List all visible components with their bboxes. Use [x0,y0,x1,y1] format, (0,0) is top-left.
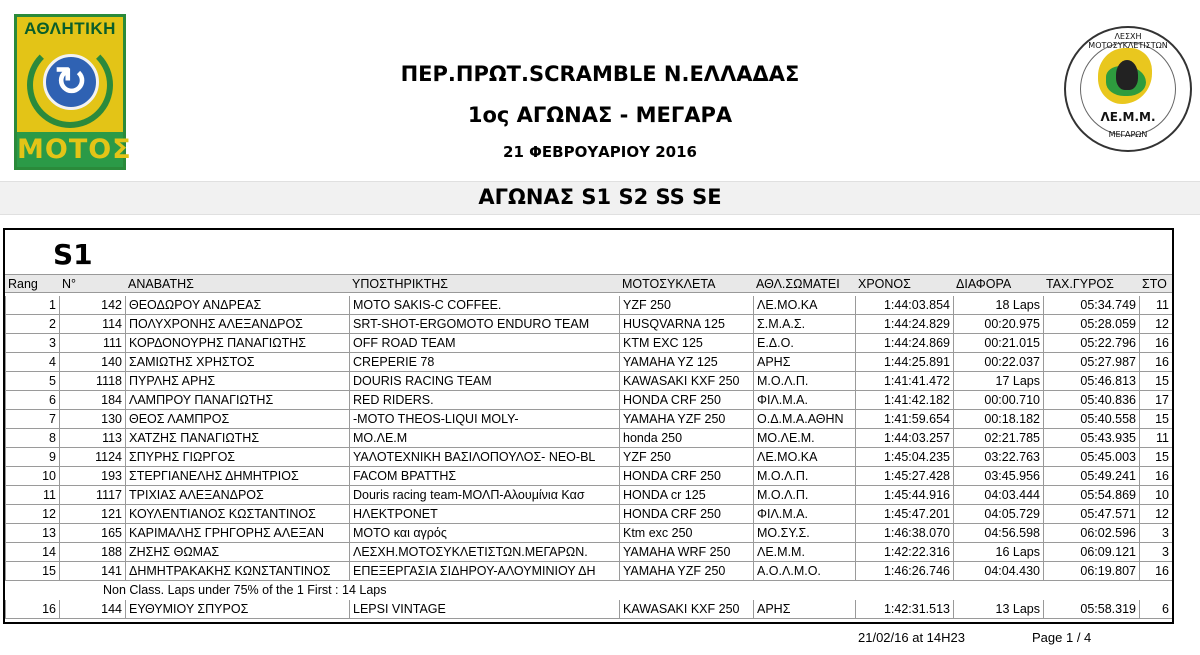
logo-top-text: ΑΘΛΗΤΙΚΗ [24,19,116,38]
table-header [5,274,1172,293]
cell-number: 1118 [59,372,125,391]
logo-arc-text: ΛΕΣΧΗ ΜΟΤΟΣΥΚΛΕΤΙΣΤΩΝ [1088,32,1168,50]
table-row [5,562,1172,581]
cell-team: ΗΛΕΚΤΡΟΝΕΤ [349,505,619,524]
cell-club: ΜΟ.ΣΥ.Σ. [753,524,855,543]
cell-best-lap: 06:02.596 [1043,524,1139,543]
cell-diff: 03:45.956 [953,467,1043,486]
cell-number: 140 [59,353,125,372]
cell-number: 114 [59,315,125,334]
cell-club: ΑΡΗΣ [753,353,855,372]
cell-motorcycle: HUSQVARNA 125 [619,315,753,334]
cell-diff: 03:22.763 [953,448,1043,467]
col-motorcycle: ΜΟΤΟΣΥΚΛΕΤΑ [622,277,716,291]
cell-sto: 6 [1139,600,1172,619]
table-row [5,429,1172,448]
cell-team: CREPERIE 78 [349,353,619,372]
motorcycle-rider-icon [1116,60,1138,90]
cell-club: ΜΟ.ΛΕ.Μ. [753,429,855,448]
table-row [5,391,1172,410]
cell-club: ΛΕ.ΜΟ.ΚΑ [753,296,855,315]
cell-team: RED RIDERS. [349,391,619,410]
logo-club-name: ΛΕ.Μ.Μ. [1100,110,1156,124]
cell-number: 113 [59,429,125,448]
cell-best-lap: 05:40.558 [1043,410,1139,429]
cell-best-lap: 05:28.059 [1043,315,1139,334]
cell-time: 1:42:31.513 [855,600,953,619]
col-time: ΧΡΟΝΟΣ [858,277,911,291]
print-timestamp: 21/02/16 at 14H23 [858,630,965,645]
cell-motorcycle: YZF 250 [619,296,753,315]
cell-sto: 17 [1139,391,1172,410]
cell-team: ΛΕΣΧΗ.ΜΟΤΟΣΥΚΛΕΤΙΣΤΩΝ.ΜΕΓΑΡΩΝ. [349,543,619,562]
cell-motorcycle: YZF 250 [619,448,753,467]
cell-diff: 00:18.182 [953,410,1043,429]
cell-diff: 04:03.444 [953,486,1043,505]
table-row [5,448,1172,467]
cell-number: 165 [59,524,125,543]
cell-rang: 3 [5,334,59,353]
cell-diff: 00:20.975 [953,315,1043,334]
cell-sto: 16 [1139,334,1172,353]
cell-best-lap: 05:22.796 [1043,334,1139,353]
cell-motorcycle: KAWASAKI KXF 250 [619,600,753,619]
athlitiki-motos-logo [14,14,132,170]
cell-best-lap: 05:49.241 [1043,467,1139,486]
col-number: N° [62,277,77,291]
cell-team: FACOM ΒΡΑΤΤΗΣ [349,467,619,486]
cell-rider: ΚΟΥΛΕΝΤΙΑΝΟΣ ΚΩΣΤΑΝΤΙΝΟΣ [125,505,349,524]
cell-club: Μ.Ο.Λ.Π. [753,486,855,505]
cell-number: 141 [59,562,125,581]
cell-team: -MOTO THEOS-LIQUI MOLY- [349,410,619,429]
cell-diff: 13 Laps [953,600,1043,619]
cell-rider: ΘΕΟΔΩΡΟΥ ΑΝΔΡΕΑΣ [125,296,349,315]
cell-best-lap: 06:09.121 [1043,543,1139,562]
cell-rider: ΠΟΛΥΧΡΟΝΗΣ ΑΛΕΞΑΝΔΡΟΣ [125,315,349,334]
cell-best-lap: 05:27.987 [1043,353,1139,372]
cell-sto: 10 [1139,486,1172,505]
cell-number: 121 [59,505,125,524]
col-sto: ΣΤΟ [1142,277,1167,291]
logo-top-band [14,14,126,40]
cell-time: 1:44:25.891 [855,353,953,372]
cell-club: ΛΕ.ΜΟ.ΚΑ [753,448,855,467]
cell-best-lap: 05:46.813 [1043,372,1139,391]
table-row [5,410,1172,429]
cell-rang: 10 [5,467,59,486]
cell-rang: 7 [5,410,59,429]
table-row [5,543,1172,562]
cell-rang: 11 [5,486,59,505]
table-row [5,353,1172,372]
cell-club: Ε.Δ.Ο. [753,334,855,353]
cell-rider: ΚΟΡΔΟΝΟΥΡΗΣ ΠΑΝΑΓΙΩΤΗΣ [125,334,349,353]
cell-best-lap: 05:54.869 [1043,486,1139,505]
cell-sto: 3 [1139,543,1172,562]
cell-motorcycle: HONDA cr 125 [619,486,753,505]
cell-team: ΜΟΤΟ και αγρός [349,524,619,543]
cell-rang: 14 [5,543,59,562]
cell-rider: ΛΑΜΠΡΟΥ ΠΑΝΑΓΙΩΤΗΣ [125,391,349,410]
cell-time: 1:44:03.854 [855,296,953,315]
cell-number: 184 [59,391,125,410]
cell-time: 1:42:22.316 [855,543,953,562]
cell-rider: ΧΑΤΖΗΣ ΠΑΝΑΓΙΩΤΗΣ [125,429,349,448]
cell-time: 1:45:44.916 [855,486,953,505]
col-rider: ΑΝΑΒΑΤΗΣ [128,277,194,291]
cell-rang: 2 [5,315,59,334]
col-team: ΥΠΟΣΤΗΡΙΚΤΗΣ [352,277,449,291]
race-banner-text: ΑΓΩΝΑΣ S1 S2 SS SE [478,185,722,209]
cell-sto: 3 [1139,524,1172,543]
cell-number: 1117 [59,486,125,505]
cell-best-lap: 06:19.807 [1043,562,1139,581]
cell-rang: 9 [5,448,59,467]
col-best-lap: ΤΑΧ.ΓΥΡΟΣ [1046,277,1114,291]
cell-number: 144 [59,600,125,619]
cell-time: 1:41:41.472 [855,372,953,391]
cell-rider: ΔΗΜΗΤΡΑΚΑΚΗΣ ΚΩΝΣΤΑΝΤΙΝΟΣ [125,562,349,581]
cell-diff: 04:04.430 [953,562,1043,581]
cell-motorcycle: HONDA CRF 250 [619,505,753,524]
cell-diff: 18 Laps [953,296,1043,315]
cell-number: 193 [59,467,125,486]
cell-sto: 12 [1139,315,1172,334]
cell-rider: ΚΑΡΙΜΑΛΗΣ ΓΡΗΓΟΡΗΣ ΑΛΕΞΑΝ [125,524,349,543]
cell-best-lap: 05:40.836 [1043,391,1139,410]
cell-team: LEPSI VINTAGE [349,600,619,619]
cell-rang: 15 [5,562,59,581]
race-date: 21 ΦΕΒΡΟΥΑΡΙΟΥ 2016 [503,143,697,161]
cell-time: 1:41:42.182 [855,391,953,410]
cell-team: ΜΟ.ΛΕ.Μ [349,429,619,448]
non-classified-note: Non Class. Laps under 75% of the 1 First : 14 Laps [103,583,387,597]
cell-rider: ΣΠΥΡΗΣ ΓΙΩΡΓΟΣ [125,448,349,467]
cell-diff: 04:56.598 [953,524,1043,543]
cell-motorcycle: KAWASAKI KXF 250 [619,372,753,391]
cell-best-lap: 05:43.935 [1043,429,1139,448]
cell-team: ΥΑΛΟΤΕΧΝΙΚΗ ΒΑΣΙΛΟΠΟΥΛΟΣ- NEO-BL [349,448,619,467]
cell-sto: 11 [1139,296,1172,315]
championship-title: ΠΕΡ.ΠΡΩΤ.SCRAMBLE Ν.ΕΛΛΑΔΑΣ [400,62,800,86]
cell-rider: ΣΤΕΡΓΙΑΝΕΛΗΣ ΔΗΜΗΤΡΙΟΣ [125,467,349,486]
cell-rider: ΤΡΙΧΙΑΣ ΑΛΕΞΑΝΔΡΟΣ [125,486,349,505]
cell-time: 1:46:26.746 [855,562,953,581]
cell-diff: 00:00.710 [953,391,1043,410]
table-row [5,315,1172,334]
cell-team: Douris racing team-ΜΟΛΠ-Αλουμίνια Κασ [349,486,619,505]
cell-rang: 13 [5,524,59,543]
cell-rang: 6 [5,391,59,410]
cell-rang: 4 [5,353,59,372]
refresh-arrow-icon: ↻ [54,60,88,104]
cell-motorcycle: YAMAHA YZF 250 [619,410,753,429]
cell-club: ΦΙΛ.Μ.Α. [753,391,855,410]
cell-motorcycle: Ktm exc 250 [619,524,753,543]
results-table [3,228,1174,624]
col-diff: ΔΙΑΦΟΡΑ [956,277,1012,291]
table-row [5,505,1172,524]
cell-team: OFF ROAD TEAM [349,334,619,353]
col-rang: Rang [8,277,38,291]
cell-time: 1:45:04.235 [855,448,953,467]
cell-sto: 11 [1139,429,1172,448]
cell-time: 1:44:03.257 [855,429,953,448]
cell-rang: 8 [5,429,59,448]
cell-number: 188 [59,543,125,562]
cell-club: ΑΡΗΣ [753,600,855,619]
table-row [5,296,1172,315]
cell-rang: 1 [5,296,59,315]
cell-motorcycle: YAMAHA WRF 250 [619,543,753,562]
logo-city: ΜΕΓΑΡΩΝ [1108,130,1148,139]
cell-club: Ο.Δ.Μ.Α.ΑΘΗΝ [753,410,855,429]
cell-sto: 16 [1139,562,1172,581]
cell-motorcycle: YAMAHA YZ 125 [619,353,753,372]
logo-emblem [14,40,126,132]
cell-diff: 02:21.785 [953,429,1043,448]
cell-diff: 00:21.015 [953,334,1043,353]
cell-club: Μ.Ο.Λ.Π. [753,372,855,391]
table-row [5,524,1172,543]
cell-motorcycle: HONDA CRF 250 [619,467,753,486]
cell-motorcycle: KTM EXC 125 [619,334,753,353]
table-row [5,334,1172,353]
cell-number: 130 [59,410,125,429]
cell-number: 111 [59,334,125,353]
cell-rider: ΕΥΘΥΜΙΟΥ ΣΠΥΡΟΣ [125,600,349,619]
cell-motorcycle: HONDA CRF 250 [619,391,753,410]
cell-team: SRT-SHOT-ERGOMOTO ENDURO TEAM [349,315,619,334]
table-row [5,372,1172,391]
race-banner [0,181,1200,215]
cell-rider: ΖΗΣΗΣ ΘΩΜΑΣ [125,543,349,562]
cell-diff: 00:22.037 [953,353,1043,372]
table-row [5,600,1172,619]
cell-motorcycle: YAMAHA YZF 250 [619,562,753,581]
cell-best-lap: 05:45.003 [1043,448,1139,467]
cell-rang: 12 [5,505,59,524]
cell-motorcycle: honda 250 [619,429,753,448]
page-indicator: Page 1 / 4 [1032,630,1092,645]
cell-rang: 5 [5,372,59,391]
cell-rang: 16 [5,600,59,619]
logo-bottom-band [14,132,132,170]
cell-sto: 16 [1139,467,1172,486]
cell-team: DOURIS RACING TEAM [349,372,619,391]
cell-diff: 16 Laps [953,543,1043,562]
col-club: ΑΘΛ.ΣΩΜΑΤΕΙ [756,277,840,291]
class-title: S1 [53,238,93,271]
race-title: 1ος ΑΓΩΝΑΣ - ΜΕΓΑΡΑ [467,103,733,127]
cell-best-lap: 05:34.749 [1043,296,1139,315]
cell-time: 1:44:24.829 [855,315,953,334]
cell-club: Α.Ο.Λ.Μ.Ο. [753,562,855,581]
cell-diff: 04:05.729 [953,505,1043,524]
cell-diff: 17 Laps [953,372,1043,391]
cell-rider: ΣΑΜΙΩΤΗΣ ΧΡΗΣΤΟΣ [125,353,349,372]
cell-best-lap: 05:47.571 [1043,505,1139,524]
table-row [5,467,1172,486]
cell-sto: 12 [1139,505,1172,524]
cell-sto: 16 [1139,353,1172,372]
cell-sto: 15 [1139,448,1172,467]
cell-time: 1:46:38.070 [855,524,953,543]
cell-number: 142 [59,296,125,315]
cell-club: ΛΕ.Μ.Μ. [753,543,855,562]
cell-sto: 15 [1139,410,1172,429]
cell-best-lap: 05:58.319 [1043,600,1139,619]
cell-rider: ΘΕΟΣ ΛΑΜΠΡΟΣ [125,410,349,429]
cell-club: ΦΙΛ.Μ.Α. [753,505,855,524]
cell-time: 1:44:24.869 [855,334,953,353]
cell-time: 1:41:59.654 [855,410,953,429]
cell-number: 1124 [59,448,125,467]
table-row [5,486,1172,505]
lemm-club-logo [1064,26,1192,152]
cell-rider: ΠΥΡΛΗΣ ΑΡΗΣ [125,372,349,391]
cell-club: Μ.Ο.Λ.Π. [753,467,855,486]
cell-team: ΕΠΕΞΕΡΓΑΣΙΑ ΣΙΔΗΡΟΥ-ΑΛΟΥΜΙΝΙΟΥ ΔΗ [349,562,619,581]
cell-sto: 15 [1139,372,1172,391]
logo-bottom-text: ΜΟΤΟΣ [17,134,132,165]
cell-team: MOTO SAKIS-C COFFEE. [349,296,619,315]
cell-time: 1:45:27.428 [855,467,953,486]
cell-time: 1:45:47.201 [855,505,953,524]
cell-club: Σ.Μ.Α.Σ. [753,315,855,334]
